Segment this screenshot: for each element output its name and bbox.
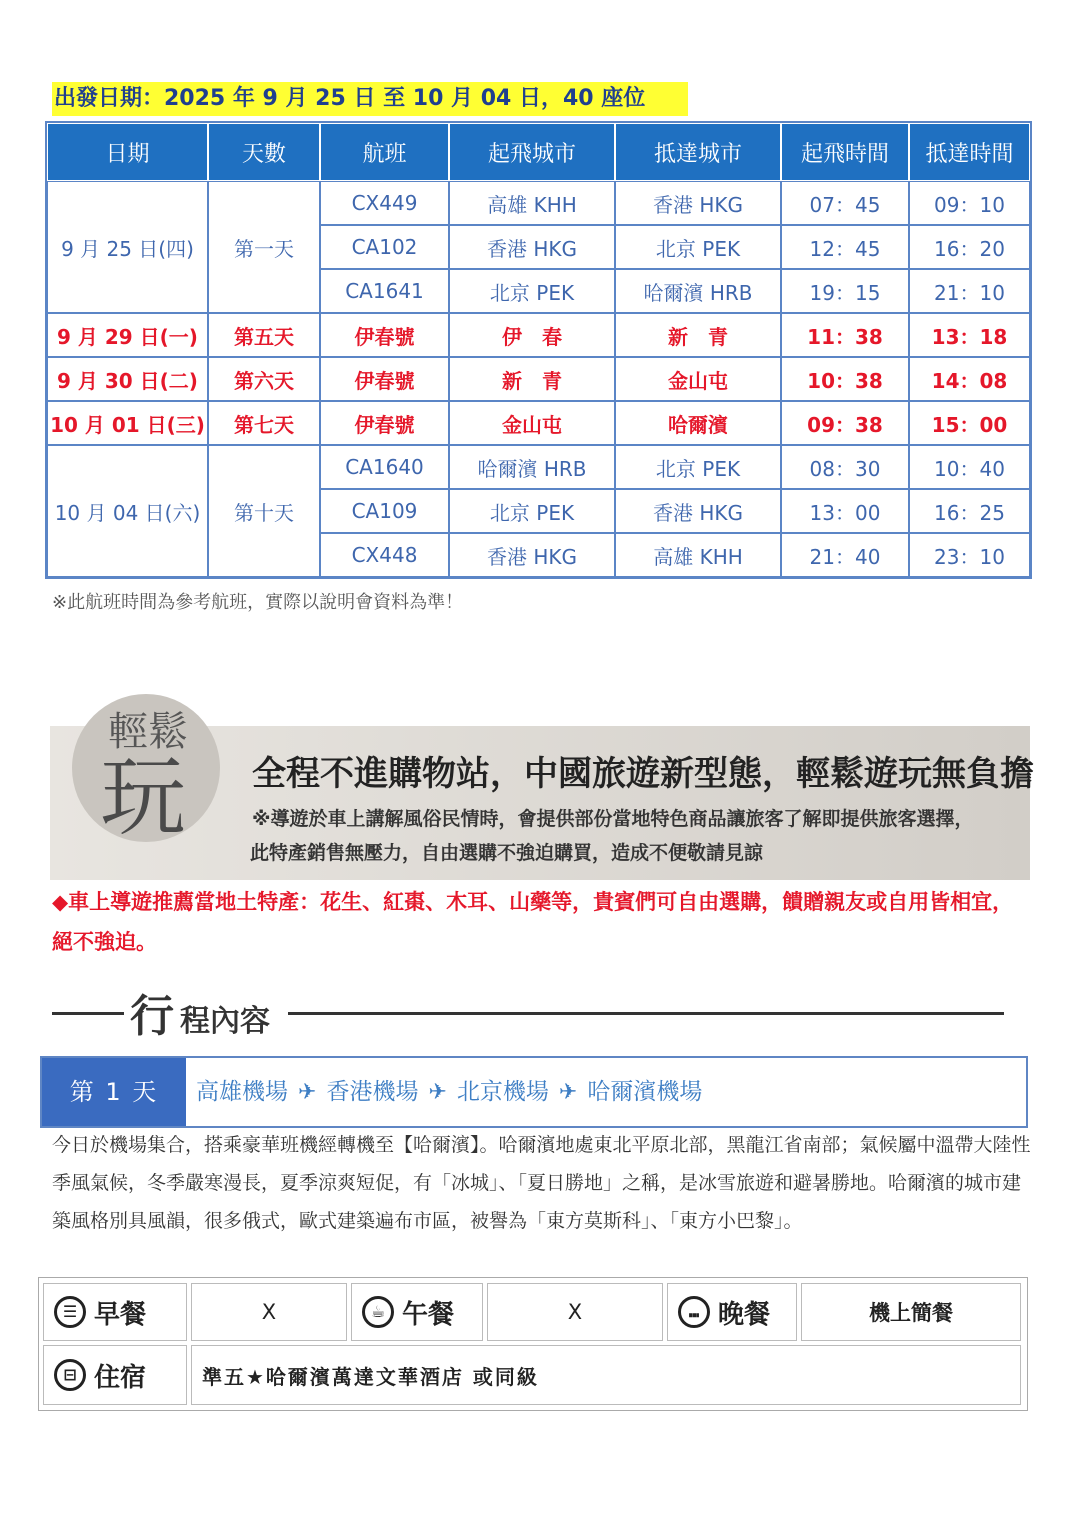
header-date: 日期 [47, 123, 208, 181]
plane-arrow-icon: ✈ [558, 1080, 578, 1105]
hotel-label: 住宿 [94, 1362, 147, 1393]
flight-note: ※此航班時間為參考航班，實際以說明會資料為準！ [52, 592, 464, 613]
flight-to: 新 青 [615, 313, 781, 357]
flight-day: 第六天 [208, 357, 320, 401]
meals-table [38, 1277, 1028, 1411]
banner-circle-top-text: 輕鬆 [108, 709, 188, 755]
flight-to: 北京 PEK [615, 225, 781, 269]
flight-to: 香港 HKG [615, 489, 781, 533]
title-rule-right [288, 1012, 1004, 1015]
flight-number: CX449 [320, 181, 449, 225]
day-description: 今日於機場集合，搭乘豪華班機經轉機至【哈爾濱】。哈爾濱地處東北平原北部，黑龍江省南部；氣候屬中溫帶大陸性季風氣候，冬季嚴寒漫長，夏季涼爽短促，有「冰城」、「夏日勝地」之稱，是冰雪旅遊和避暑勝地。哈爾濱的城市建築風格別具風韻，很多俄式，歐式建築遍布市區，被譽為「東方莫斯科」、「東方小巴黎」。 [52, 1134, 1031, 1232]
flight-depart: 09：38 [781, 401, 909, 445]
table-row [47, 445, 1030, 489]
shopping-note: ◆車上導遊推薦當地土特產：花生、紅棗、木耳、山藥等，貴賓們可自由選購，饋贈親友或自用皆相宜，絕不強迫。 [52, 890, 1014, 954]
flight-arrive: 13：18 [909, 313, 1030, 357]
table-row [47, 181, 1030, 225]
dinner-value: 機上簡餐 [801, 1283, 1021, 1341]
title-first-char: 行 [130, 991, 174, 1042]
flight-to: 金山屯 [615, 357, 781, 401]
plane-arrow-icon: ✈ [428, 1080, 447, 1105]
breakfast-label-cell [43, 1283, 187, 1341]
flight-date: 9 月 30 日(二) [47, 357, 208, 401]
flight-from: 伊 春 [449, 313, 615, 357]
hotel-label-cell [43, 1345, 187, 1405]
flight-depart: 21：40 [781, 533, 909, 577]
flight-date: 10 月 04 日(六) [47, 445, 208, 577]
dinner-icon: ⑉ [678, 1296, 710, 1328]
header-arrive: 抵達時間 [909, 123, 1030, 181]
flight-to: 北京 PEK [615, 445, 781, 489]
breakfast-value: X [191, 1283, 347, 1341]
lunch-label: 午餐 [402, 1299, 455, 1330]
bed-icon: ⊟ [54, 1359, 86, 1391]
flight-arrive: 10：40 [909, 445, 1030, 489]
flight-number: CA102 [320, 225, 449, 269]
flight-from: 哈爾濱 HRB [449, 445, 615, 489]
lunch-icon: ☕ [362, 1296, 394, 1328]
flight-number: 伊春號 [320, 401, 449, 445]
route-stop: 香港機場 [326, 1079, 419, 1105]
departure-info: 出發日期：2025 年 9 月 25 日 至 10 月 04 日，40 座位 [52, 82, 688, 116]
plane-arrow-icon: ✈ [298, 1080, 317, 1105]
header-to: 抵達城市 [615, 123, 781, 181]
table-row [47, 401, 1030, 445]
flight-date: 10 月 01 日(三) [47, 401, 208, 445]
flight-arrive: 14：08 [909, 357, 1030, 401]
day-badge: 第 1 天 [42, 1058, 186, 1126]
banner-circle-big-text: 玩 [100, 748, 186, 848]
flight-depart: 11：38 [781, 313, 909, 357]
header-flight: 航班 [320, 123, 449, 181]
flight-table [45, 121, 1032, 579]
flight-arrive: 23：10 [909, 533, 1030, 577]
lunch-value: X [487, 1283, 663, 1341]
flight-number: CX448 [320, 533, 449, 577]
itinerary-section-title [52, 980, 1007, 1040]
lunch-label-cell [351, 1283, 483, 1341]
table-row [47, 357, 1030, 401]
flight-from: 高雄 KHH [449, 181, 615, 225]
flight-arrive: 16：25 [909, 489, 1030, 533]
flight-date: 9 月 25 日(四) [47, 181, 208, 313]
flight-to: 哈爾濱 [615, 401, 781, 445]
banner-subtext-1: ※導遊於車上講解風俗民情時，會提供部份當地特色商品讓旅客了解即提供旅客選擇， [252, 808, 974, 830]
flight-to: 香港 HKG [615, 181, 781, 225]
flight-depart: 10：38 [781, 357, 909, 401]
title-rule-left [52, 1012, 124, 1015]
flight-from: 北京 PEK [449, 269, 615, 313]
flight-day: 第十天 [208, 445, 320, 577]
flight-from: 香港 HKG [449, 533, 615, 577]
flight-number: 伊春號 [320, 357, 449, 401]
flight-day: 第一天 [208, 181, 320, 313]
route-stop: 高雄機場 [196, 1079, 288, 1105]
flight-number: CA1640 [320, 445, 449, 489]
breakfast-icon: ☰ [54, 1296, 86, 1328]
header-depart: 起飛時間 [781, 123, 909, 181]
flight-arrive: 16：20 [909, 225, 1030, 269]
flight-number: 伊春號 [320, 313, 449, 357]
route-stop: 哈爾濱機場 [587, 1079, 703, 1105]
flight-day: 第七天 [208, 401, 320, 445]
flight-depart: 08：30 [781, 445, 909, 489]
flight-number: CA109 [320, 489, 449, 533]
flight-to: 高雄 KHH [615, 533, 781, 577]
day-1-header [40, 1056, 1028, 1128]
header-from: 起飛城市 [449, 123, 615, 181]
flight-to: 哈爾濱 HRB [615, 269, 781, 313]
hotel-value: 準五★哈爾濱萬達文華酒店 或同級 [191, 1345, 1021, 1405]
flight-depart: 07：45 [781, 181, 909, 225]
flight-arrive: 21：10 [909, 269, 1030, 313]
breakfast-label: 早餐 [94, 1299, 147, 1330]
flight-depart: 12：45 [781, 225, 909, 269]
flight-arrive: 15：00 [909, 401, 1030, 445]
title-rest: 程內容 [180, 1004, 270, 1039]
flight-from: 北京 PEK [449, 489, 615, 533]
flight-date: 9 月 29 日(一) [47, 313, 208, 357]
flight-depart: 19：15 [781, 269, 909, 313]
route-stop: 北京機場 [456, 1079, 549, 1105]
banner-subtext-2: 此特產銷售無壓力，自由選購不強迫購買，造成不便敬請見諒 [250, 842, 764, 864]
dinner-label: 晚餐 [718, 1299, 771, 1330]
flight-number: CA1641 [320, 269, 449, 313]
flight-from: 金山屯 [449, 401, 615, 445]
header-day: 天數 [208, 123, 320, 181]
flight-from: 新 青 [449, 357, 615, 401]
banner-headline: 全程不進購物站，中國旅遊新型態，輕鬆遊玩無負擔 [252, 754, 1034, 794]
dinner-label-cell [667, 1283, 797, 1341]
flight-arrive: 09：10 [909, 181, 1030, 225]
flight-depart: 13：00 [781, 489, 909, 533]
flight-day: 第五天 [208, 313, 320, 357]
table-row [47, 313, 1030, 357]
flight-table-header [47, 123, 1030, 181]
day-route [196, 1058, 702, 1127]
flight-from: 香港 HKG [449, 225, 615, 269]
